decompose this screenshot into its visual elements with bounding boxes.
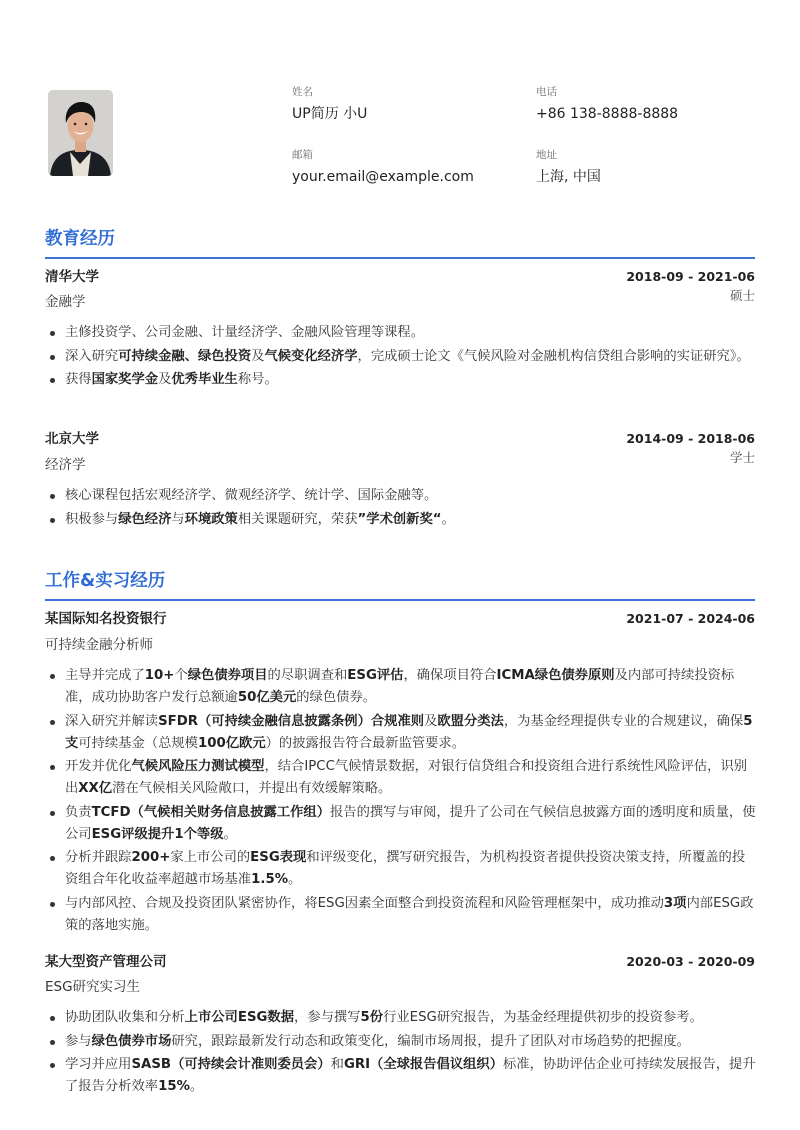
email-label: 邮箱 — [292, 149, 313, 161]
highlight-text: 环境政策 — [184, 511, 238, 527]
bullet-item: 深入研究并解读SFDR（可持续金融信息披露条例）合规准则及欧盟分类法，为基金经理提供专业的合规建议，确保5支可持续基金（总规模100亿欧元）的披露报告符合最新监管要求。 — [45, 711, 757, 755]
highlight-text: GRI（全球报告倡议组织） — [343, 1057, 504, 1072]
highlight-text: 3项 — [663, 895, 687, 911]
job-role: 可持续金融分析师 — [45, 637, 153, 653]
section-title-education: 教育经历 — [45, 229, 115, 249]
entry-date: 2021-07 - 2024-06 — [626, 611, 755, 626]
highlight-text: 欧盟分类法 — [437, 713, 504, 729]
entry-date: 2014-09 - 2018-06 — [626, 431, 755, 446]
email-field — [292, 148, 474, 187]
highlight-text: ESG表现 — [250, 850, 307, 865]
highlight-text: ICMA绿色债券原则 — [496, 668, 615, 683]
person-photo-icon — [48, 90, 113, 176]
highlight-text: 50亿美元 — [237, 690, 297, 705]
section-title-work: 工作&实习经历 — [45, 571, 166, 591]
highlight-text: 绿色经济 — [118, 511, 172, 527]
address-label: 地址 — [536, 149, 557, 161]
phone-label: 电话 — [536, 86, 557, 98]
phone-field — [536, 85, 678, 124]
bullet-item: 积极参与绿色经济与环境政策相关课题研究，荣获”学术创新奖“。 — [45, 509, 757, 531]
bullet-list — [45, 485, 757, 532]
entry-date: 2020-03 - 2020-09 — [626, 954, 755, 969]
address-field — [536, 148, 601, 187]
section-divider — [45, 257, 755, 259]
highlight-text: 15% — [158, 1079, 190, 1094]
school-name: 清华大学 — [45, 269, 99, 285]
highlight-text: XX亿 — [78, 781, 113, 796]
highlight-text: SFDR（可持续金融信息披露条例）合规准则 — [158, 713, 425, 729]
company-name: 某大型资产管理公司 — [45, 954, 167, 970]
highlight-text: 上市公司ESG数据 — [184, 1010, 295, 1025]
highlight-text: 5支 — [65, 713, 753, 751]
highlight-text: 绿色债券市场 — [91, 1033, 172, 1049]
highlight-text: 优秀毕业生 — [171, 372, 238, 387]
bullet-item: 开发并优化气候风险压力测试模型，结合IPCC气候情景数据，对银行信贷组合和投资组合进行系统性风险评估，识别出XX亿潜在气候相关风险敞口，并提出有效缓解策略。 — [45, 756, 757, 800]
bullet-list — [45, 1007, 757, 1100]
degree: 硕士 — [729, 288, 755, 303]
highlight-text: 10+ — [144, 668, 175, 683]
profile-photo — [48, 90, 113, 176]
bullet-item: 主导并完成了10+个绿色债券项目的尽职调查和ESG评估，确保项目符合ICMA绿色债券原则及内部可持续投资标准，成功协助客户发行总额逾50亿美元的绿色债券。 — [45, 665, 757, 709]
bullet-item: 与内部风控、合规及投资团队紧密协作，将ESG因素全面整合到投资流程和风险管理框架中，成功推动3项内部ESG政策的落地实施。 — [45, 893, 757, 937]
major: 经济学 — [45, 457, 86, 473]
degree: 学士 — [729, 450, 755, 465]
highlight-text: 绿色债券项目 — [187, 668, 268, 683]
school-name: 北京大学 — [45, 431, 99, 447]
bullet-item: 学习并应用SASB（可持续会计准则委员会）和GRI（全球报告倡议组织）标准，协助评估企业可持续发展报告，提升了报告分析效率15%。 — [45, 1054, 757, 1098]
name-label: 姓名 — [292, 86, 313, 98]
email-value: your.email@example.com — [292, 169, 474, 185]
highlight-text: 200+ — [131, 850, 171, 865]
bullet-item: 获得国家奖学金及优秀毕业生称号。 — [45, 369, 757, 391]
highlight-text: 可持续金融、绿色投资 — [118, 348, 252, 364]
highlight-text: 5份 — [360, 1010, 384, 1025]
bullet-item: 负责TCFD（气候相关财务信息披露工作组）报告的撰写与审阅，提升了公司在气候信息披露方面的透明度和质量，使公司ESG评级提升1个等级。 — [45, 802, 757, 846]
highlight-text: TCFD（气候相关财务信息披露工作组） — [91, 804, 330, 820]
highlight-text: 气候变化经济学 — [264, 348, 358, 364]
highlight-text: 气候风险压力测试模型 — [131, 759, 265, 774]
bullet-item: 参与绿色债券市场研究，跟踪最新发行动态和政策变化，编制市场周报，提升了团队对市场趋势的把握度。 — [45, 1031, 757, 1053]
highlight-text: SASB（可持续会计准则委员会） — [131, 1057, 331, 1072]
name-field — [292, 85, 367, 124]
section-divider — [45, 599, 755, 601]
highlight-text: ESG评估 — [347, 668, 404, 683]
bullet-item: 深入研究可持续金融、绿色投资及气候变化经济学，完成硕士论文《气候风险对金融机构信贷组合影响的实证研究》。 — [45, 346, 757, 368]
highlight-text: 1.5% — [251, 872, 289, 887]
phone-value: +86 138-8888-8888 — [536, 106, 679, 122]
entry-date: 2018-09 - 2021-06 — [626, 269, 755, 284]
highlight-text: ”学术创新奖“ — [357, 511, 442, 527]
highlight-text: 国家奖学金 — [91, 372, 159, 387]
highlight-text: ESG评级提升1个等级 — [91, 826, 224, 842]
bullet-item: 主修投资学、公司金融、计量经济学、金融风险管理等课程。 — [45, 322, 757, 344]
bullet-list — [45, 665, 757, 938]
bullet-item: 协助团队收集和分析上市公司ESG数据，参与撰写5份行业ESG研究报告，为基金经理提供初步的投资参考。 — [45, 1007, 757, 1029]
bullet-item: 分析并跟踪200+家上市公司的ESG表现和评级变化，撰写研究报告，为机构投资者提供投资决策支持，所覆盖的投资组合年化收益率超越市场基准1.5%。 — [45, 847, 757, 891]
name-value: UP简历 小U — [292, 106, 368, 122]
major: 金融学 — [45, 294, 86, 310]
address-value: 上海, 中国 — [536, 169, 601, 185]
company-name: 某国际知名投资银行 — [45, 611, 167, 627]
highlight-text: 100亿欧元 — [197, 735, 266, 751]
job-role: ESG研究实习生 — [45, 979, 141, 995]
bullet-item: 核心课程包括宏观经济学、微观经济学、统计学、国际金融等。 — [45, 485, 757, 507]
bullet-list — [45, 322, 757, 393]
